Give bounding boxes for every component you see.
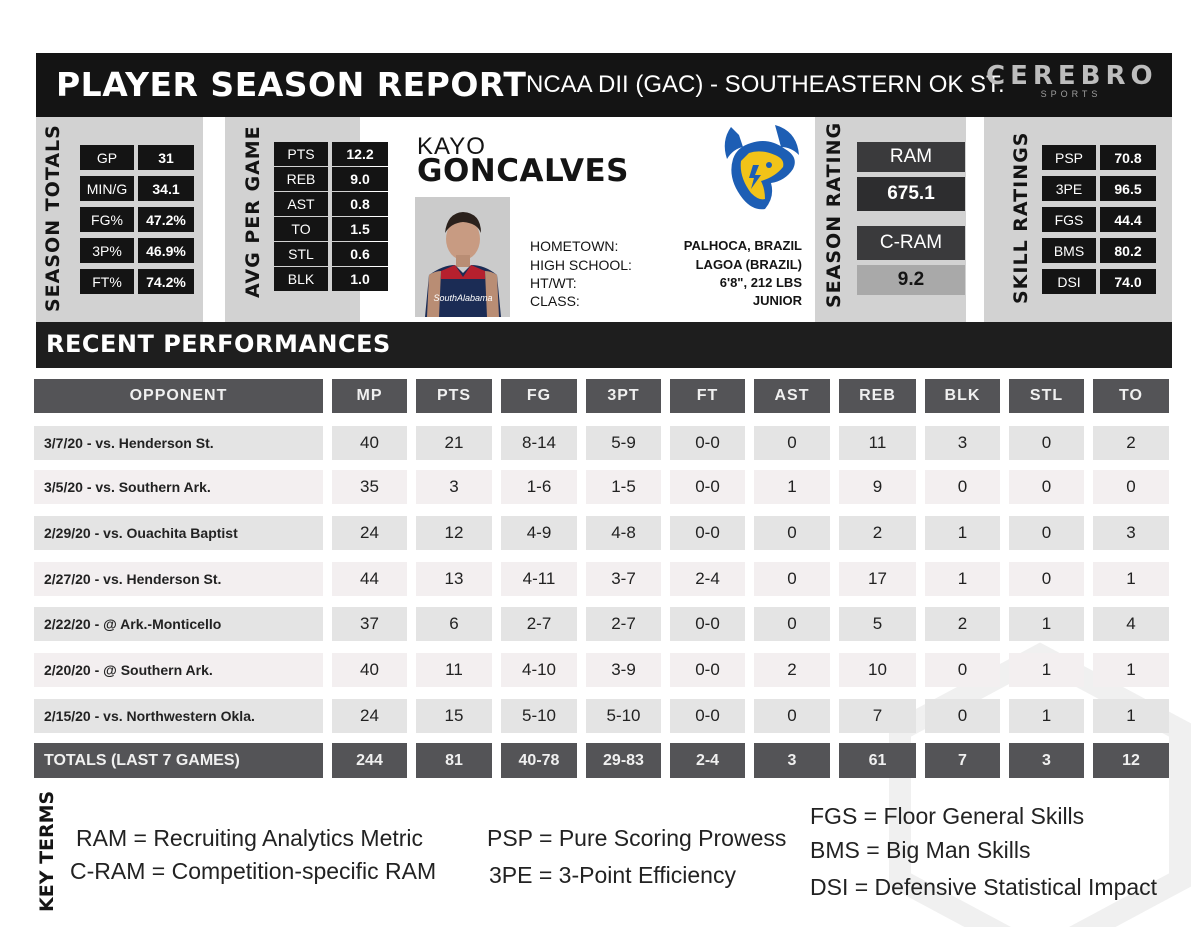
stat-cell: 10 (839, 653, 916, 687)
stat-cell: 40 (332, 426, 407, 460)
info-value: LAGOA (BRAZIL) (695, 257, 802, 272)
totals-label: TOTALS (LAST 7 GAMES) (34, 743, 323, 778)
stat-cell: 1 (925, 516, 1000, 550)
opponent-cell: 2/29/20 - vs. Ouachita Baptist (34, 516, 323, 550)
player-photo-illustration (415, 197, 510, 317)
totals-cell: 29-83 (586, 743, 661, 778)
skill-value: 96.5 (1100, 176, 1156, 201)
info-hometown (530, 238, 802, 254)
cram-label: C-RAM (857, 226, 965, 260)
stat-cell: 2 (1093, 426, 1169, 460)
key-term-bms: BMS = Big Man Skills (810, 837, 1031, 863)
season-total-row (80, 238, 194, 263)
player-first-name: KAYO (417, 133, 486, 160)
stat-value: 0.6 (332, 242, 388, 266)
stat-key: FG% (80, 207, 134, 232)
skill-key: BMS (1042, 238, 1096, 263)
totals-cell: 3 (1009, 743, 1084, 778)
stat-cell: 13 (416, 562, 492, 596)
key-term-cram: C-RAM = Competition-specific RAM (70, 858, 437, 884)
info-label: CLASS: (530, 293, 580, 309)
stat-cell: 3 (416, 470, 492, 504)
player-photo (415, 197, 510, 317)
stat-cell: 11 (839, 426, 916, 460)
stat-cell: 37 (332, 607, 407, 641)
totals-cell: 12 (1093, 743, 1169, 778)
stat-cell: 0-0 (670, 607, 745, 641)
cerebro-logo (986, 61, 1156, 109)
stat-cell: 0 (925, 653, 1000, 687)
key-term-ram: RAM = Recruiting Analytics Metric (76, 825, 424, 851)
stat-cell: 1 (925, 562, 1000, 596)
column-header: REB (839, 379, 916, 413)
totals-cell: 40-78 (501, 743, 577, 778)
stat-cell: 0 (1009, 516, 1084, 550)
skill-key: FGS (1042, 207, 1096, 232)
opponent-cell: 2/22/20 - @ Ark.-Monticello (34, 607, 323, 641)
stat-key: TO (274, 217, 328, 241)
skill-ratings-label: SKILL RATINGS (1010, 131, 1032, 304)
key-term-psp: PSP = Pure Scoring Prowess (487, 825, 787, 851)
season-totals-table (80, 145, 194, 300)
season-rating-label: SEASON RATING (823, 121, 845, 308)
stat-cell: 2 (754, 653, 830, 687)
recent-performances-bar (36, 322, 1172, 368)
avg-per-game-label: AVG PER GAME (242, 125, 264, 298)
key-term-dsi: DSI = Defensive Statistical Impact (810, 874, 1158, 900)
stat-value: 9.0 (332, 167, 388, 191)
stat-cell: 0 (925, 470, 1000, 504)
stat-cell: 4-11 (501, 562, 577, 596)
totals-cell: 81 (416, 743, 492, 778)
info-value: 6'8", 212 LBS (719, 275, 802, 290)
skill-value: 80.2 (1100, 238, 1156, 263)
stat-cell: 5-10 (586, 699, 661, 733)
stat-cell: 3 (925, 426, 1000, 460)
stat-value: 46.9% (138, 238, 194, 263)
skill-value: 70.8 (1100, 145, 1156, 170)
stat-cell: 3-7 (586, 562, 661, 596)
avg-row (274, 142, 388, 166)
stat-key: BLK (274, 267, 328, 291)
player-last-name: GONCALVES (417, 153, 629, 189)
logo-sub-text: SPORTS (1040, 89, 1102, 99)
stat-cell: 0 (754, 699, 830, 733)
skill-ratings-table (1042, 145, 1156, 300)
stat-key: GP (80, 145, 134, 170)
stat-cell: 40 (332, 653, 407, 687)
column-header-opponent: OPPONENT (34, 379, 323, 413)
totals-cell: 244 (332, 743, 407, 778)
opponent-cell: 2/27/20 - vs. Henderson St. (34, 562, 323, 596)
stat-value: 1.0 (332, 267, 388, 291)
opponent-cell: 2/15/20 - vs. Northwestern Okla. (34, 699, 323, 733)
stat-cell: 2-4 (670, 562, 745, 596)
stat-cell: 44 (332, 562, 407, 596)
column-header: FG (501, 379, 577, 413)
stat-value: 0.8 (332, 192, 388, 216)
stat-key: PTS (274, 142, 328, 166)
stat-cell: 0 (754, 516, 830, 550)
band-divider (203, 117, 225, 322)
stat-cell: 21 (416, 426, 492, 460)
info-label: HIGH SCHOOL: (530, 257, 632, 273)
stat-key: 3P% (80, 238, 134, 263)
column-header: STL (1009, 379, 1084, 413)
stat-cell: 1 (1009, 653, 1084, 687)
avg-per-game-table (274, 142, 388, 291)
avg-row (274, 242, 388, 266)
stat-cell: 2 (925, 607, 1000, 641)
skill-value: 74.0 (1100, 269, 1156, 294)
ram-label: RAM (857, 142, 965, 172)
stat-key: STL (274, 242, 328, 266)
key-term-fgs: FGS = Floor General Skills (810, 803, 1085, 829)
stat-cell: 6 (416, 607, 492, 641)
ram-value: 675.1 (857, 177, 965, 211)
stat-cell: 0-0 (670, 653, 745, 687)
season-total-row (80, 269, 194, 294)
opponent-cell: 2/20/20 - @ Southern Ark. (34, 653, 323, 687)
season-totals-label: SEASON TOTALS (42, 124, 64, 312)
key-terms-label: KEY TERMS (36, 790, 58, 912)
avg-row (274, 267, 388, 291)
stat-cell: 4 (1093, 607, 1169, 641)
stat-cell: 9 (839, 470, 916, 504)
jersey-text: SouthAlabama (433, 293, 493, 303)
stat-cell: 1-6 (501, 470, 577, 504)
column-header: 3PT (586, 379, 661, 413)
season-total-row (80, 207, 194, 232)
stat-key: REB (274, 167, 328, 191)
stat-cell: 1 (1009, 607, 1084, 641)
stat-cell: 7 (839, 699, 916, 733)
column-header: BLK (925, 379, 1000, 413)
avg-row (274, 192, 388, 216)
stat-cell: 3-9 (586, 653, 661, 687)
column-header: FT (670, 379, 745, 413)
savage-storm-bison-logo (713, 119, 805, 214)
stat-cell: 1 (1009, 699, 1084, 733)
key-term-3pe: 3PE = 3-Point Efficiency (489, 862, 736, 888)
stat-value: 31 (138, 145, 194, 170)
team-subtitle: NCAA DII (GAC) - SOUTHEASTERN OK ST. (526, 71, 1005, 98)
totals-cell: 7 (925, 743, 1000, 778)
skill-key: PSP (1042, 145, 1096, 170)
skill-key: 3PE (1042, 176, 1096, 201)
info-value: JUNIOR (752, 293, 802, 308)
skill-row (1042, 238, 1156, 263)
stat-cell: 11 (416, 653, 492, 687)
info-ht-wt (530, 275, 802, 291)
band-divider (966, 117, 984, 322)
skill-value: 44.4 (1100, 207, 1156, 232)
stat-cell: 0 (925, 699, 1000, 733)
stat-key: MIN/G (80, 176, 134, 201)
stat-cell: 2 (839, 516, 916, 550)
info-high-school (530, 257, 802, 273)
skill-row (1042, 176, 1156, 201)
info-label: HOMETOWN: (530, 238, 619, 254)
stat-cell: 24 (332, 699, 407, 733)
stat-cell: 1 (1093, 699, 1169, 733)
stat-cell: 0 (1009, 470, 1084, 504)
skill-key: DSI (1042, 269, 1096, 294)
stat-key: AST (274, 192, 328, 216)
stat-cell: 4-10 (501, 653, 577, 687)
cram-value: 9.2 (857, 265, 965, 295)
stat-cell: 5-9 (586, 426, 661, 460)
stat-key: FT% (80, 269, 134, 294)
stat-cell: 24 (332, 516, 407, 550)
stat-cell: 1 (1093, 562, 1169, 596)
column-header: TO (1093, 379, 1169, 413)
stat-cell: 0 (1009, 426, 1084, 460)
stat-cell: 12 (416, 516, 492, 550)
stat-cell: 3 (1093, 516, 1169, 550)
stat-cell: 0 (754, 562, 830, 596)
info-label: HT/WT: (530, 275, 577, 291)
stat-cell: 0-0 (670, 470, 745, 504)
stat-value: 12.2 (332, 142, 388, 166)
totals-cell: 61 (839, 743, 916, 778)
info-value: PALHOCA, BRAZIL (683, 238, 802, 253)
recent-performances-title: RECENT PERFORMANCES (46, 330, 391, 358)
stat-value: 1.5 (332, 217, 388, 241)
stat-cell: 5-10 (501, 699, 577, 733)
season-total-row (80, 145, 194, 170)
stat-cell: 0 (1093, 470, 1169, 504)
stat-cell: 0-0 (670, 699, 745, 733)
page-title: PLAYER SEASON REPORT (56, 65, 527, 104)
stat-cell: 1 (1093, 653, 1169, 687)
stat-cell: 4-9 (501, 516, 577, 550)
opponent-cell: 3/5/20 - vs. Southern Ark. (34, 470, 323, 504)
totals-cell: 2-4 (670, 743, 745, 778)
stat-cell: 0-0 (670, 426, 745, 460)
stat-cell: 2-7 (586, 607, 661, 641)
avg-row (274, 167, 388, 191)
stat-cell: 0-0 (670, 516, 745, 550)
stat-cell: 0 (754, 607, 830, 641)
skill-row (1042, 269, 1156, 294)
skill-row (1042, 207, 1156, 232)
stat-cell: 1 (754, 470, 830, 504)
opponent-cell: 3/7/20 - vs. Henderson St. (34, 426, 323, 460)
logo-main-text: CEREBRO (986, 61, 1158, 91)
totals-cell: 3 (754, 743, 830, 778)
stat-cell: 8-14 (501, 426, 577, 460)
stat-cell: 0 (1009, 562, 1084, 596)
column-header: PTS (416, 379, 492, 413)
stat-cell: 0 (754, 426, 830, 460)
avg-row (274, 217, 388, 241)
stat-value: 34.1 (138, 176, 194, 201)
season-total-row (80, 176, 194, 201)
column-header: AST (754, 379, 830, 413)
stat-cell: 17 (839, 562, 916, 596)
stat-cell: 1-5 (586, 470, 661, 504)
player-card (395, 117, 815, 322)
skill-row (1042, 145, 1156, 170)
info-class (530, 293, 802, 309)
stat-cell: 5 (839, 607, 916, 641)
stat-value: 47.2% (138, 207, 194, 232)
stat-cell: 2-7 (501, 607, 577, 641)
stat-cell: 4-8 (586, 516, 661, 550)
column-header: MP (332, 379, 407, 413)
stat-value: 74.2% (138, 269, 194, 294)
stat-cell: 15 (416, 699, 492, 733)
report-header (36, 53, 1172, 117)
stat-cell: 35 (332, 470, 407, 504)
